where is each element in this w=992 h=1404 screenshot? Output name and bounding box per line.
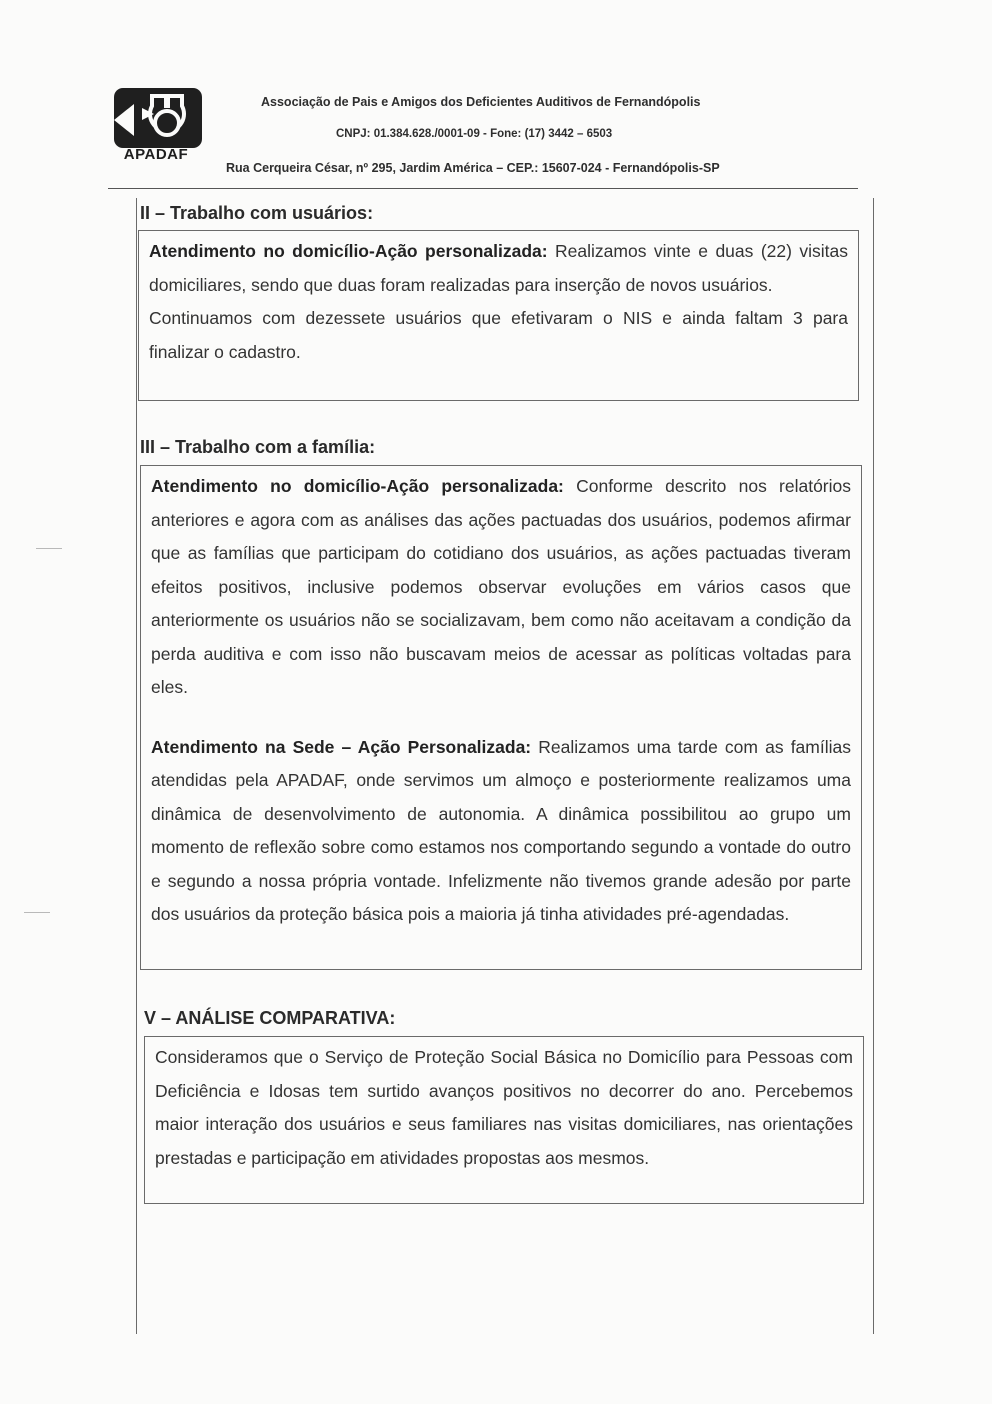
page-frame-left xyxy=(136,198,137,1334)
section-2-box xyxy=(138,230,859,401)
section-3-paragraph-1 xyxy=(151,470,851,705)
item-2-title: Atendimento na Sede – Ação Personalizada: xyxy=(151,736,532,757)
item-text-2: Continuamos com dezessete usuários que efetivaram o NIS e ainda faltam 3 para finalizar o cadastro. xyxy=(149,308,848,362)
section-5-box xyxy=(144,1036,864,1204)
section-2-paragraph xyxy=(149,235,848,369)
org-name: Associação de Pais e Amigos dos Deficientes Auditivos de Fernandópolis xyxy=(261,95,701,109)
section-5-paragraph: Consideramos que o Serviço de Proteção Social Básica no Domicílio para Pessoas com Deficiência e Idosas tem surtido avanços positivos no decorrer do ano. Percebemos maior interação dos usuários e seus familiares nas visitas domiciliares, nas orientações prestadas e participação em atividades propostas aos mesmos. xyxy=(155,1047,853,1168)
page-frame-right xyxy=(873,198,874,1334)
section-3-paragraph-2 xyxy=(151,731,851,932)
scan-mark xyxy=(36,548,62,549)
item-title: Atendimento no domicílio-Ação personalizada: xyxy=(149,241,548,261)
section-5-heading: V – ANÁLISE COMPARATIVA: xyxy=(144,1008,396,1028)
scan-mark xyxy=(24,912,50,913)
item-2-text: Realizamos uma tarde com as famílias atendidas pela APADAF, onde servimos um almoço e posteriormente realizamos uma dinâmica de desenvolvimento de autonomia. A dinâmica possibilitou ao grupo um momento de reflexão sobre como estamos nos comportando segundo a vontade do outro e segundo a nossa própria vontade. Infelizmente não tivemos grande adesão por parte dos usuários da proteção básica pois a maioria já tinha atividades pré-agendadas. xyxy=(151,736,851,924)
logo-text: APADAF xyxy=(123,146,189,163)
item-1-title: Atendimento no domicílio-Ação personalizada: xyxy=(151,476,564,496)
section-3-heading: III – Trabalho com a família: xyxy=(140,437,376,457)
cnpj-phone: CNPJ: 01.384.628./0001-09 - Fone: (17) 3442 – 6503 xyxy=(336,128,613,140)
ear-logo-icon xyxy=(112,86,204,150)
item-text: Realizamos vinte e duas (22) visitas domiciliares, sendo que duas foram realizadas para inserção de novos usuários. xyxy=(149,241,849,295)
item-1-text: Conforme descrito nos relatórios anteriores e agora com as análises das ações pactuadas dos usuários, podemos afirmar que as famílias que participam do cotidiano dos usuários, as ações pactuadas tiveram efeitos positivos, inclusive podemos observar evoluções em vários casos que anteriormente os usuários não se socializavam, bem como não aceitavam a condição da perda auditiva e com isso não buscavam meios de acessar as políticas voltadas para eles. xyxy=(151,476,851,697)
address: Rua Cerqueira César, nº 295, Jardim América – CEP.: 15607-024 - Fernandópolis-SP xyxy=(226,161,720,175)
section-3-box xyxy=(140,465,862,970)
header-divider xyxy=(108,188,858,189)
section-2-heading: II – Trabalho com usuários: xyxy=(140,203,374,223)
apadaf-logo xyxy=(108,86,204,170)
